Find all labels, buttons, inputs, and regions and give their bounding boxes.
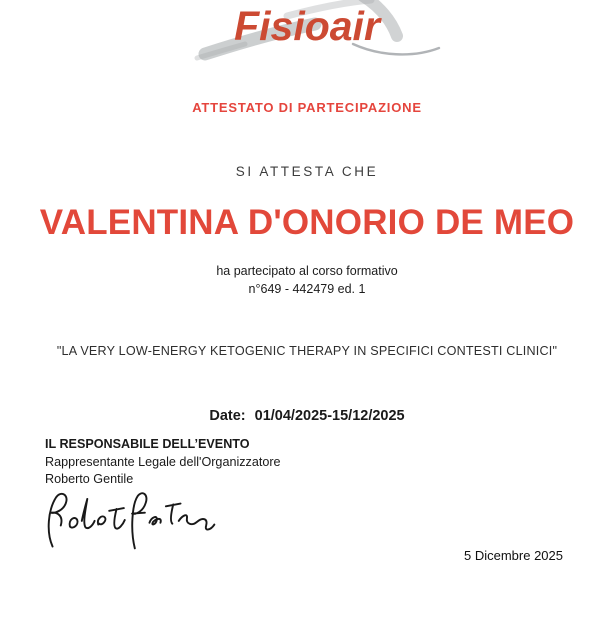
responsible-block	[45, 436, 281, 489]
signature-roberto-gentile	[38, 488, 228, 552]
signer-name: Roberto Gentile	[45, 472, 134, 486]
role-subtitle: Rappresentante Legale dell'Organizzatore	[45, 454, 281, 469]
course-description-line: ha partecipato al corso formativo	[216, 264, 398, 278]
course-number-line: n°649 - 442479 ed. 1	[248, 282, 366, 296]
certificate-title: ATTESTATO DI PARTECIPAZIONE	[192, 100, 422, 115]
issue-date: 5 Dicembre 2025	[464, 548, 563, 563]
participant-name: VALENTINA D'ONORIO DE MEO	[39, 203, 575, 242]
logo-wordmark: Fisioair	[234, 3, 380, 49]
date-value: 01/04/2025-15/12/2025	[254, 408, 405, 424]
logo	[0, 0, 614, 72]
attest-line: SI ATTESTA CHE	[235, 164, 379, 179]
fisioair-logo-graphic	[127, 0, 487, 72]
date-label: Date:	[209, 408, 246, 424]
course-title: "LA VERY LOW-ENERGY KETOGENIC THERAPY IN SPECIFICI CONTESTI CLINICI"	[56, 344, 558, 358]
role-title: IL RESPONSABILE DELL’EVENTO	[45, 437, 250, 451]
date-line	[0, 408, 614, 424]
